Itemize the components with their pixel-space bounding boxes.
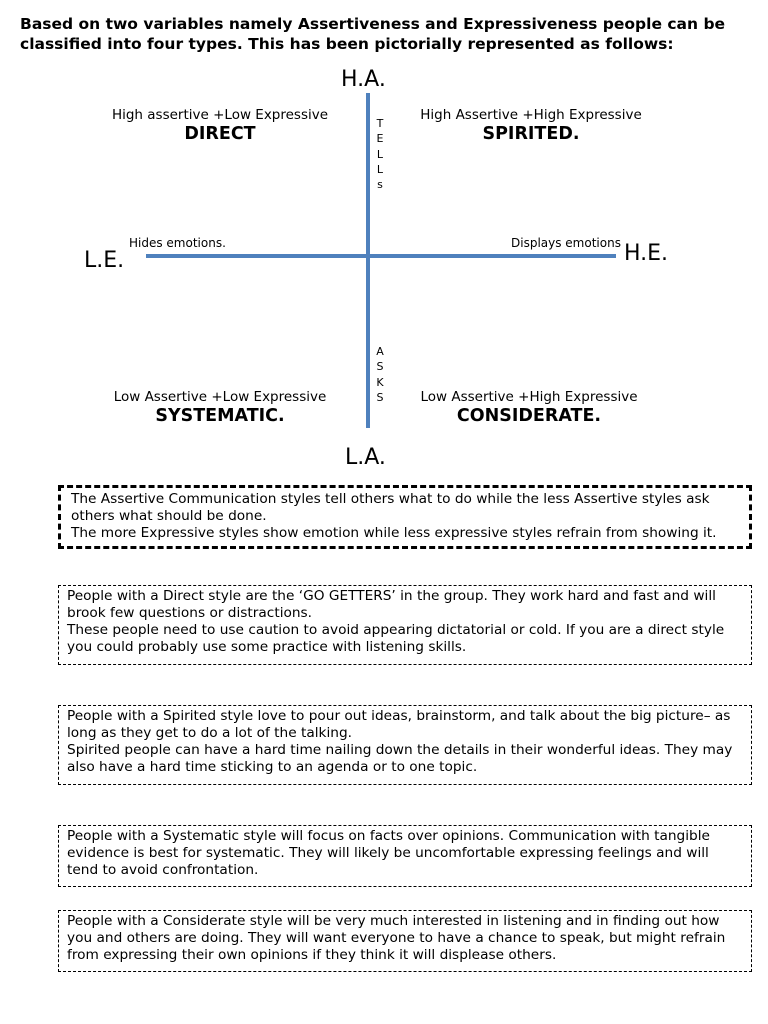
axis-label-top: H.A. [341,67,386,92]
axis-label-bottom: L.A. [345,445,386,470]
quadrant-title: SPIRITED. [482,124,580,144]
quadrant-subtitle: Low Assertive +High Expressive [420,389,638,405]
box-line: People with a Spirited style love to pour out ideas, brainstorm, and talk about the big picture– as long as they get to do a lot of the talking. [67,708,731,741]
quadrant-considerate [399,389,659,427]
axis-label-right: H.E. [624,241,669,266]
box-line: People with a Considerate style will be very much interested in listening and in finding out how you and others are doing. They will want everyone to have a chance to speak, but might refrain from expressing their own opinions if they think it will displease others. [67,913,726,963]
tells-letter: L [376,147,384,161]
tells-letter: E [376,132,384,146]
quadrant-subtitle: High assertive +Low Expressive [111,107,329,123]
intro-paragraph: Based on two variables namely Assertiveness and Expressiveness people can be classified into four types. This has been pictorially represented as follows: [20,15,726,53]
displays-emotions-note: Displays emotions [511,236,621,250]
box-line: Spirited people can have a hard time nailing down the details in their wonderful ideas. They may also have a hard time sticking to an agenda or to one topic. [67,742,733,775]
tells-letter: L [376,162,384,176]
box-line: People with a Direct style are the ‘GO GETTERS’ in the group. They work hard and fast and will brook few questions or distractions. [67,588,716,621]
direct-style-box [58,585,752,665]
hides-emotions-note: Hides emotions. [129,236,226,250]
quadrant-title: DIRECT [184,124,256,144]
box-line: People with a Systematic style will focus on facts over opinions. Communication with tangible evidence is best for systematic. They will likely be uncomfortable expressing feelings and will tend to avoid confrontation. [67,828,710,878]
tells-vertical-text [374,116,386,192]
spirited-style-box [58,705,752,785]
quadrant-systematic [90,389,350,427]
quadrant-subtitle: Low Assertive +Low Expressive [113,389,327,405]
box-line: These people need to use caution to avoid appearing dictatorial or cold. If you are a direct style you could probably use some practice with listening skills. [67,622,725,655]
axis-label-left: L.E. [84,248,125,273]
asks-letter: S [376,360,384,374]
asks-letter: A [376,345,384,358]
box-line: The Assertive Communication styles tell others what to do while the less Assertive styles ask others what should be done. [71,491,710,524]
systematic-style-box [58,825,752,887]
quadrant-direct [90,107,350,145]
quadrant-spirited [401,107,661,145]
asks-letter: K [376,375,384,389]
box-line: The more Expressive styles show emotion while less expressive styles refrain from showing it. [71,525,717,541]
considerate-style-box [58,910,752,972]
tells-letter: T [376,117,384,130]
quadrant-subtitle: High Assertive +High Expressive [420,107,642,123]
asks-vertical-text [374,344,386,405]
asks-letter: S [376,390,384,404]
quadrant-title: SYSTEMATIC. [155,406,285,426]
assertive-expressive-summary-box [58,485,752,549]
quadrant-title: CONSIDERATE. [456,406,602,426]
tells-letter: s [377,178,383,192]
